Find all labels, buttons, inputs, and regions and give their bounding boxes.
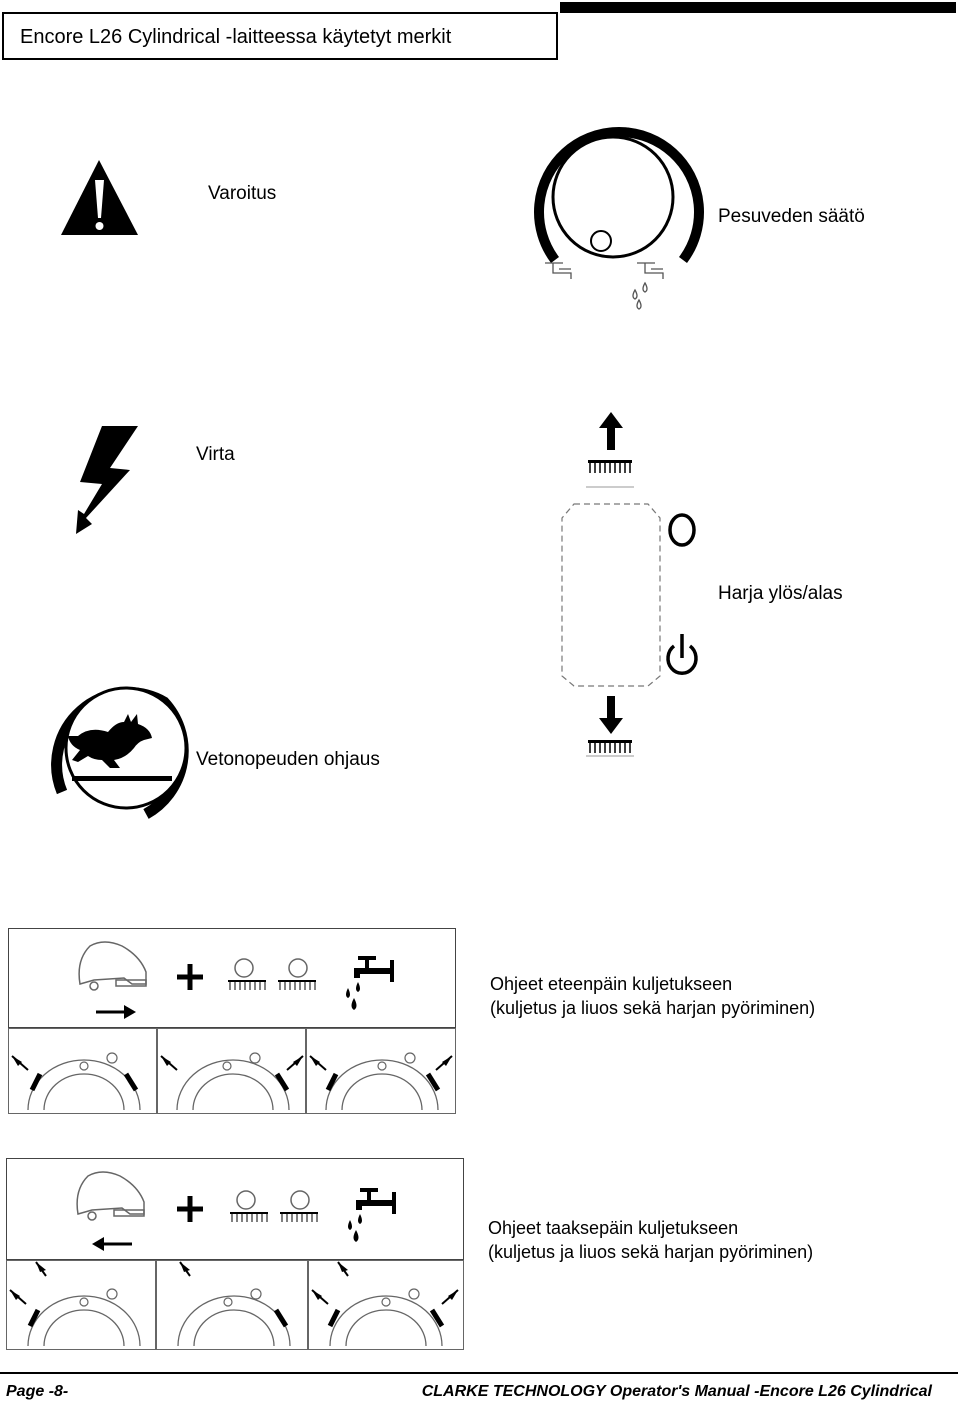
lightning-icon: [58, 424, 140, 536]
brush-up-down-label: Harja ylös/alas: [718, 583, 843, 604]
forward-instruction-title: Ohjeet eteenpäin kuljetukseen: [490, 974, 733, 994]
page-number: Page -8-: [6, 1383, 69, 1400]
power-on-icon: [664, 630, 700, 680]
page-title: Encore L26 Cylindrical -laitteessa käytetyt merkit: [2, 12, 558, 60]
forward-control-dial-2: [157, 1028, 306, 1114]
machine-forward-icon: [72, 936, 156, 996]
warning-icon: [60, 158, 140, 238]
plus-icon: [175, 962, 205, 992]
water-tap-icon: [344, 954, 398, 1014]
brush-rotation-icon: [226, 956, 320, 996]
warning-label: Varoitus: [208, 183, 277, 204]
brush-raised-icon: [586, 458, 636, 490]
brush-up-arrow-icon: [596, 412, 626, 452]
brush-down-arrow-icon: [596, 696, 626, 736]
forward-instruction-subtitle: (kuljetus ja liuos sekä harjan pyöriminen): [490, 998, 816, 1018]
water-control-label: Pesuveden säätö: [718, 206, 865, 227]
forward-control-dial-1: [8, 1028, 157, 1114]
brush-rotation-icon: [228, 1188, 322, 1228]
traction-speed-label: Vetonopeuden ohjaus: [196, 749, 380, 770]
water-control-knob-icon: [525, 135, 695, 315]
reverse-arrow-icon: [92, 1236, 132, 1252]
reverse-instruction-title: Ohjeet taaksepäin kuljetukseen: [488, 1218, 739, 1238]
reverse-control-dial-3: [308, 1260, 464, 1350]
traction-speed-knob-icon: [44, 684, 192, 820]
power-label: Virta: [196, 444, 235, 465]
manual-title: CLARKE TECHNOLOGY Operator's Manual -Encore L26 Cylindrical: [421, 1383, 932, 1400]
footer-rule: [0, 1372, 958, 1374]
header-bar: [560, 2, 956, 13]
reverse-control-dial-2: [156, 1260, 308, 1350]
water-tap-icon: [346, 1186, 400, 1246]
plus-icon: [175, 1194, 205, 1224]
rocker-switch-outline: [560, 500, 662, 690]
brush-lowered-icon: [586, 738, 636, 762]
machine-reverse-icon: [70, 1164, 154, 1226]
forward-arrow-icon: [96, 1004, 136, 1020]
reverse-instruction-subtitle: (kuljetus ja liuos sekä harjan pyöriminen): [488, 1242, 814, 1262]
forward-control-dial-3: [306, 1028, 456, 1114]
reverse-control-dial-1: [6, 1260, 156, 1350]
off-circle-icon: [666, 511, 698, 549]
